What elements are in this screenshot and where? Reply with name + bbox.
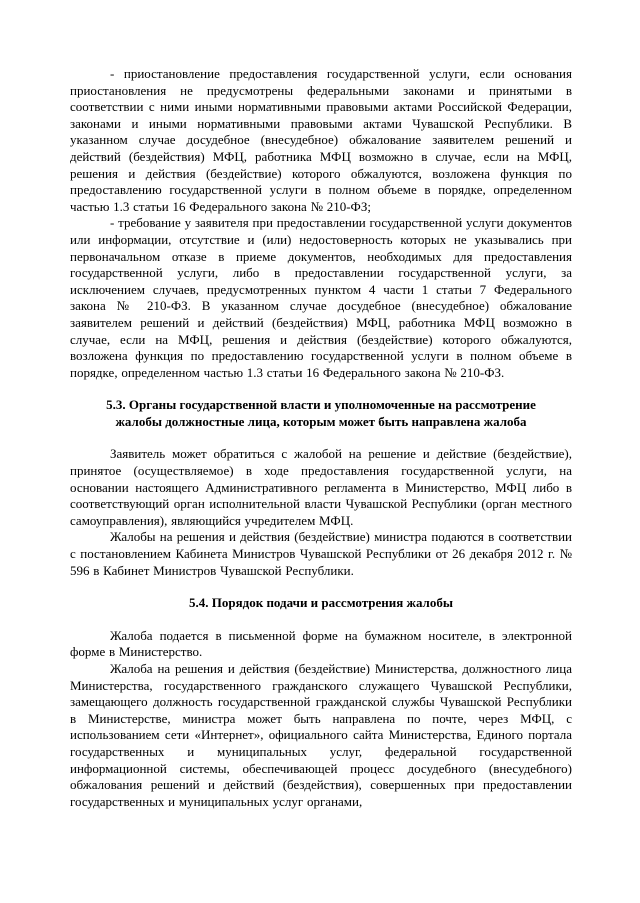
paragraph-suspension-of-service: - приостановление предоставления государственной услуги, если основания приостановления не предусмотрены федеральными законами и принятыми в соответствии с ними иными нормативными правовыми актами Российской Федерации, законами и иными нормативными правовыми актами Чувашской Республики. В указанном случае досудебное (внесудебное) обжалование заявителем решений и действий (бездействия) МФЦ, работника МФЦ возможно в случае, если на МФЦ, решения и действия (бездействие) которого обжалуются, возложена функция по предоставлению государственной услуги в полном объеме в порядке, определенном частью 1.3 статьи 16 Федерального закона № 210-ФЗ;	[70, 66, 572, 214]
paragraph-minister-complaints: Жалобы на решения и действия (бездействие) министра подаются в соответствии с постановлением Кабинета Министров Чувашской Республики от 26 декабря 2012 г. № 596 в Кабинет Министров Чувашской Республики.	[70, 529, 572, 578]
paragraph-complaint-form: Жалоба подается в письменной форме на бумажном носителе, в электронной форме в Министерство.	[70, 627, 572, 660]
section-heading-5-4: 5.4. Порядок подачи и рассмотрения жалобы	[189, 595, 453, 611]
paragraph-document-requirement: - требование у заявителя при предоставлении государственной услуги документов или информации, отсутствие и (или) недостоверность которых не указывались при первоначальном отказе в приеме документов, необходимых для предоставления государственной услуги, либо в предоставлении государственной услуги, за исключением случаев, предусмотренных пунктом 4 части 1 статьи 7 Федерального закона № 210-ФЗ. В указанном случае досудебное (внесудебное) обжалование заявителем решений и действий (бездействия) МФЦ, работника МФЦ возможно в случае, если на МФЦ, решения и действия (бездействие) которого обжалуются, возложена функция по предоставлению государственной услуги в полном объеме в порядке, определенном частью 1.3 статьи 16 Федерального закона № 210-ФЗ.	[70, 215, 572, 380]
paragraph-complaint-submission-channels: Жалоба на решения и действия (бездействие) Министерства, должностного лица Министерства, государственного гражданского служащего Чувашской Республики, замещающего должность государственной гражданской службы Чувашской Республики в Министерстве, министра может быть направлена по почте, через МФЦ, с использованием сети «Интернет», официального сайта Министерства, Единого портала государственных и муниципальных услуг, федеральной государственной информационной системы, обеспечивающей процесс досудебного (внесудебного) обжалования решений и действий (бездействия), совершенных при предоставлении государственных и муниципальных услуг органами,	[70, 661, 572, 809]
section-heading-5-3: 5.3. Органы государственной власти и уполномоченные на рассмотрение жалобы должностные лица, которым может быть направлена жалоба	[106, 397, 536, 429]
paragraph-complaint-recipients: Заявитель может обратиться с жалобой на решение и действие (бездействие), принятое (осуществляемое) в ходе предоставления государственной услуги, на основании настоящего Административного регламента в Министерство, МФЦ либо в соответствующий орган исполнительной власти Чувашской Республики (орган местного самоуправления), являющийся учредителем МФЦ.	[70, 446, 572, 528]
